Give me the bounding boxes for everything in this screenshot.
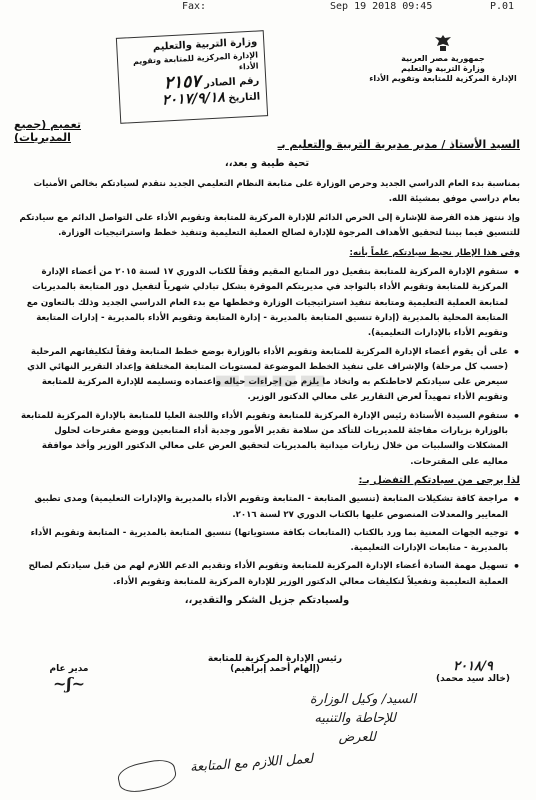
fax-header bbox=[0, 0, 536, 14]
watermark-logo-icon: ▬▬▬▬ bbox=[213, 362, 327, 397]
handwritten-note-4: لعمل اللازم مع المتابعة bbox=[189, 751, 314, 776]
stamp-line-4: التاريخ bbox=[228, 91, 261, 105]
request-heading: لذا يرجى من سيادتكم التفضل بـ: bbox=[358, 474, 520, 486]
paragraph-2: وإذ ننتهز هذه الفرصة للإشارة إلى الحرص الدائم للإدارة المركزية للمتابعة وتقويم الأداء على التواصل الدائم مع سيادتكم للتنسيق فيما بيننا لتحقيق الأهداف المرجوة للإدارة لصالح العملية التعليمية وتنفيذ خطط واستراتيجيات الوزارة. bbox=[19, 213, 520, 239]
ministry-header bbox=[368, 34, 518, 84]
stamp-date: ٢٠١٧/٩/١٨ bbox=[161, 89, 226, 109]
signature-left-scribble-icon: ~ʃ~ bbox=[52, 674, 86, 693]
outgoing-stamp bbox=[116, 30, 268, 124]
info-bullet-1: • ستقوم الإدارة المركزية للمتابعة بتفعيل دور المتابع المقيم وفقاً للكتاب الدوري ١٧ لسنة ٢٠١٥ من أعضاء الإدارة المركزية للمتابعة وتقويم الأداء بالتواجد في مديريتكم الموقرة بشكل تبادلي شهرياً لتفعيل دور المتابعة بالمديريات لمتابعة العملية التعليمية ومتابعة تنفيذ استراتيجيات الوزارة وخططها مع بدء العام الدراسي الجديد وذلك بالتعاون مع المتابعة المحلية بالمديرية (إدارة تنسيق المتابعة بالمديرية - إدارة المتابعة وتقويم الأداء بالمديرية - إدارات المتابعة وتقويم الأداء بالإدارات التعليمية). bbox=[14, 265, 520, 341]
request-bullet-1: • مراجعة كافة تشكيلات المتابعة (تنسيق المتابعة - المتابعة وتقويم الأداء بالمديرية والإدارات التعليمية) ومدى تطبيق المعايير والمعدلات المنصوص عليها بالكتاب الدوري ٢٧ لسنة ٢٠١٦. bbox=[14, 492, 520, 523]
ministry-line-3: الإدارة المركزية للمتابعة وتقويم الأداء bbox=[369, 74, 517, 83]
circled-signature-icon bbox=[116, 756, 179, 795]
letter-page bbox=[0, 14, 536, 800]
fax-page: P.01 bbox=[490, 1, 515, 12]
handwritten-note-3: للعرض bbox=[338, 730, 376, 745]
signature-middle bbox=[200, 654, 350, 674]
info-bullet-3: • ستقوم السيدة الأستاذة رئيس الإدارة المركزية للمتابعة وتقويم الأداء واللجنة العليا للمتابعة بالإدارة المركزية للمتابعة بالوزارة بزيارات مفاجئة للمديريات للتأكد من سلامة تقدير الأمور وجدية أداء المتابعين ووضع مقترحات لحلول المشكلات والسلبيات من خلال زيارات ميدانية بالمديريات لتحقيق العرض على معالي الدكتور الوزير وأخذ موافقة معاليه على المقترحات. bbox=[14, 409, 520, 470]
eagle-emblem-icon bbox=[433, 34, 453, 52]
request-bullet-3: • تسهيل مهمة السادة أعضاء الإدارة المركزية للمتابعة وتقويم الأداء وتقديم الدعم اللازم لهم من قبل سيادتكم لصالح العملية التعليمية وتفعيلاً لتكليفات معالي الدكتور الوزير للإدارة المركزية للمتابعة وتقويم الأداء. bbox=[14, 559, 520, 590]
fax-datetime: Sep 19 2018 09:45 bbox=[330, 1, 433, 12]
paragraph-1: بمناسبة بدء العام الدراسي الجديد وحرص الوزارة على متابعة النظام التعليمي الجديد نتقدم لسيادتكم بخالص الأمنيات بعام دراسي موفق بمشيئة الله. bbox=[33, 178, 520, 204]
fax-label: Fax: bbox=[182, 1, 207, 12]
stamp-number: ٢١٥٧ bbox=[163, 71, 201, 94]
ministry-line-1: جمهورية مصر العربية bbox=[401, 54, 485, 63]
signature-right-name: (خالد سيد محمد) bbox=[436, 674, 510, 684]
handwritten-note-1: السيد/ وكيل الوزارة bbox=[309, 692, 416, 707]
signature-right bbox=[428, 659, 518, 684]
signature-middle-name: (إلهام أحمد إبراهيم) bbox=[230, 664, 320, 674]
signature-left bbox=[24, 664, 114, 693]
closing-line: ولسيادتكم جزيل الشكر والتقدير،، bbox=[184, 595, 350, 607]
info-bullet-2: • على أن يقوم أعضاء الإدارة المركزية للمتابعة وتقويم الأداء بالوزارة بوضع خطط المتابعة وفقاً لتكليفاتهم المرحلية (حسب كل مرحلة) والإشراف على تنفيذ الخطط الموضوعة لمستويات المتابعة المختلفة وإعداد التقرير النهائي الذي سيعرض على سيادتكم لاحاطتكم به واتخاذ ما يلزم من إجراءات حياله واعتماده وتسليمه للإدارة المركزية للمتابعة وتقويم الأداء تمهيداً لعرض التقارير على معالي الدكتور الوزير. bbox=[14, 345, 520, 406]
paragraph-3: وفي هذا الإطار نحيط سيادتكم علماً بأنه: bbox=[349, 247, 520, 258]
stamp-line-3: رقم الصادر bbox=[203, 75, 260, 90]
handwritten-note-2: للإحاطة والتنبيه bbox=[314, 711, 396, 726]
greeting: تحية طيبة و بعد،، bbox=[224, 158, 310, 170]
signature-right-date: ٢٠١٨/٩ bbox=[453, 659, 493, 674]
circular-label: تعميم (جميع المديريات) bbox=[14, 118, 81, 144]
ministry-line-2: وزارة التربية والتعليم bbox=[401, 64, 485, 73]
signature-middle-title: رئيس الإدارة المركزية للمتابعة bbox=[207, 654, 343, 664]
signature-left-title: مدير عام bbox=[49, 664, 89, 674]
stamp-line-2: الإدارة المركزية للمتابعة وتقويم الأداء bbox=[132, 50, 259, 72]
addressee: السيد الأستاذ / مدير مديرية التربية والتعليم بـ bbox=[277, 138, 520, 151]
request-bullet-2: • توجيه الجهات المعنية بما ورد بالكتاب (المتابعات بكافة مستوياتها) تنسيق المتابعة بالمديرية - المتابعة وتقويم الأداء بالمديرية - متابعات الإدارات التعليمية. bbox=[14, 526, 520, 557]
stamp-line-1: وزارة التربية والتعليم bbox=[152, 36, 258, 54]
